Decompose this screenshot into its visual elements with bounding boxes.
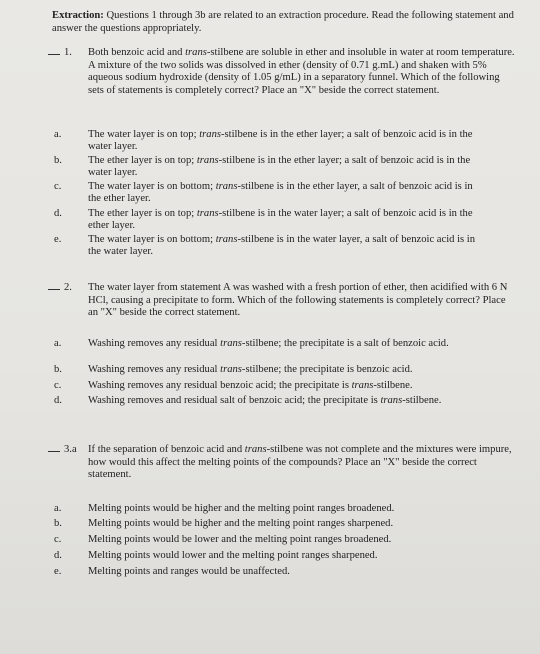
option-text: The ether layer is on top; trans-stilbene is in the water layer; a salt of benzoic acid is in the ether layer. <box>88 208 473 231</box>
intro-paragraph <box>52 9 522 35</box>
option-letter: d. <box>54 550 62 561</box>
answer-blank-3a[interactable] <box>48 451 60 452</box>
option-letter: b. <box>54 155 62 166</box>
option-text: Melting points and ranges would be unaffected. <box>88 566 290 577</box>
option-text: The water layer is on bottom; trans-stilbene is in the water layer, a salt of benzoic acid is in the water layer. <box>88 234 476 257</box>
option-letter: b. <box>54 518 62 529</box>
question-number: 3.a <box>64 444 77 455</box>
option-letter: b. <box>54 364 62 375</box>
question-2 <box>48 282 518 319</box>
option-text: Melting points would be higher and the melting point ranges broadened. <box>88 503 395 514</box>
option-letter: d. <box>54 208 62 219</box>
option-text: Washing removes any residual benzoic acid; the precipitate is trans-stilbene. <box>88 380 413 391</box>
option-text: Washing removes and residual salt of benzoic acid; the precipitate is trans-stilbene. <box>88 395 442 406</box>
option-text: Melting points would be lower and the melting point ranges broadened. <box>88 534 392 545</box>
question-3a <box>48 444 518 481</box>
option-text: Melting points would lower and the melting point ranges sharpened. <box>88 550 378 561</box>
option-text: The ether layer is on top; trans-stilbene is in the ether layer; a salt of benzoic acid is in the water layer. <box>88 155 471 178</box>
intro-text: Questions 1 through 3b are related to an extraction procedure. Read the following statement and answer the questions appropriately. <box>52 10 514 34</box>
option-text: Washing removes any residual trans-stilbene; the precipitate is a salt of benzoic acid. <box>88 338 449 349</box>
option-letter: a. <box>54 129 62 140</box>
option-letter: d. <box>54 395 62 406</box>
option-letter: a. <box>54 503 62 514</box>
question-text: The water layer from statement A was washed with a fresh portion of ether, then acidified with 6 N HCl, causing a precipitate to form. Which of the following statements is completely correct? Place an "X" beside the correct statement. <box>88 282 508 319</box>
option-text: Washing removes any residual trans-stilbene; the precipitate is benzoic acid. <box>88 364 413 375</box>
intro-heading: Extraction: <box>52 10 104 21</box>
question-1 <box>48 47 518 96</box>
option-letter: a. <box>54 338 62 349</box>
question-number: 1. <box>64 47 72 58</box>
option-text: Melting points would be higher and the melting point ranges sharpened. <box>88 518 394 529</box>
answer-blank-1[interactable] <box>48 54 60 55</box>
option-text: The water layer is on bottom; trans-stilbene is in the ether layer, a salt of benzoic acid is in the ether layer. <box>88 181 473 204</box>
option-letter: c. <box>54 181 62 192</box>
option-letter: c. <box>54 380 62 391</box>
option-letter: e. <box>54 566 62 577</box>
question-text: Both benzoic acid and trans-stilbene are soluble in ether and insoluble in water at room temperature. A mixture of the two solids was dissolved in ether (density of 0.71 g.mL) and shaken with 5% aqueous sodium hydroxide (density of 1.05 g/mL) in a separatory funnel. Which of the following sets of statements is completely correct? Place an "X" beside the correct statement. <box>88 47 515 96</box>
question-text: If the separation of benzoic acid and trans-stilbene was not complete and the mixtures were impure, how would this affect the melting points of the compounds? Place an "X" beside the correct statement. <box>88 444 512 481</box>
answer-blank-2[interactable] <box>48 289 60 290</box>
option-letter: e. <box>54 234 62 245</box>
option-text: The water layer is on top; trans-stilbene is in the ether layer; a salt of benzoic acid is in the water layer. <box>88 129 473 152</box>
option-letter: c. <box>54 534 62 545</box>
question-number: 2. <box>64 282 72 293</box>
